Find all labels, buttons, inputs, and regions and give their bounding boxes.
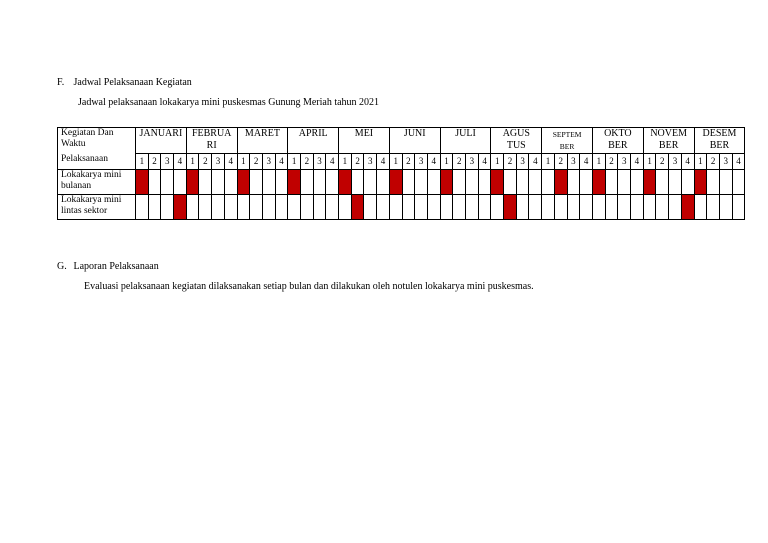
week-number-cell: 4: [275, 154, 288, 170]
week-number-cell: 3: [466, 154, 479, 170]
month-label-line-2: [441, 140, 491, 152]
section-f-heading: [57, 77, 192, 88]
week-cell: [719, 195, 732, 220]
week-number-cell: 3: [719, 154, 732, 170]
week-cell: [389, 195, 402, 220]
week-cell: [377, 195, 390, 220]
week-cell: [161, 195, 174, 220]
week-cell: [554, 195, 567, 220]
month-label-line-1: JULI: [455, 128, 476, 139]
week-cell: [339, 195, 352, 220]
week-number-cell: 1: [694, 154, 707, 170]
month-label-line-1: FEBRUA: [191, 128, 232, 139]
week-cell: [542, 195, 555, 220]
week-number-cell: 2: [707, 154, 720, 170]
week-cell: [364, 170, 377, 195]
week-cell: [605, 170, 618, 195]
activity-label-line-2: lintas sektor: [61, 206, 108, 216]
month-label-line-1: MEI: [354, 128, 374, 139]
week-number-cell: 3: [262, 154, 275, 170]
activity-row-bulanan: [58, 170, 745, 195]
week-number-cell: 2: [351, 154, 364, 170]
activity-label-line-2: bulanan: [61, 181, 92, 191]
scheduled-week-cell: [643, 170, 656, 195]
week-cell: [377, 170, 390, 195]
activity-header-line-1: Kegiatan Dan: [61, 128, 114, 138]
week-number-cell: 1: [288, 154, 301, 170]
activity-label-line-1: Lokakarya mini: [61, 170, 122, 180]
week-cell: [427, 195, 440, 220]
week-number-cell: 4: [529, 154, 542, 170]
scheduled-week-cell: [491, 170, 504, 195]
scheduled-week-cell: [186, 170, 199, 195]
scheduled-week-cell: [351, 195, 364, 220]
week-cell: [719, 170, 732, 195]
scheduled-week-cell: [288, 170, 301, 195]
week-cell: [681, 170, 694, 195]
week-cell: [491, 195, 504, 220]
scheduled-week-cell: [504, 195, 517, 220]
week-cell: [478, 170, 491, 195]
week-number-cell: 1: [643, 154, 656, 170]
scheduled-week-cell: [554, 170, 567, 195]
month-cell: [389, 128, 440, 154]
week-cell: [262, 195, 275, 220]
month-cell: [339, 128, 390, 154]
week-cell: [618, 195, 631, 220]
week-cell: [199, 195, 212, 220]
week-cell: [250, 195, 263, 220]
week-cell: [542, 170, 555, 195]
week-number-cell: 3: [618, 154, 631, 170]
activity-label-cell: [58, 170, 136, 195]
week-cell: [186, 195, 199, 220]
week-number-cell: 2: [453, 154, 466, 170]
scheduled-week-cell: [389, 170, 402, 195]
week-cell: [250, 170, 263, 195]
week-cell: [275, 195, 288, 220]
month-cell: [186, 128, 237, 154]
week-cell: [516, 195, 529, 220]
week-number-cell: 1: [440, 154, 453, 170]
month-label-line-1: DESEM: [702, 128, 737, 139]
week-cell: [237, 195, 250, 220]
month-label-line-2: TUS: [506, 140, 526, 151]
scheduled-week-cell: [237, 170, 250, 195]
week-number-cell: 2: [656, 154, 669, 170]
section-f-title: Jadwal Pelaksanaan Kegiatan: [73, 77, 192, 88]
week-cell: [605, 195, 618, 220]
week-cell: [453, 170, 466, 195]
week-cell: [580, 195, 593, 220]
week-cell: [478, 195, 491, 220]
section-g-heading: [57, 261, 159, 272]
section-f-intro: Jadwal pelaksanaan lokakarya mini puskesmas Gunung Meriah tahun 2021: [78, 97, 380, 108]
week-cell: [466, 170, 479, 195]
week-number-cell: 3: [516, 154, 529, 170]
week-cell: [567, 195, 580, 220]
scheduled-week-cell: [339, 170, 352, 195]
week-number-cell: 1: [136, 154, 149, 170]
week-cell: [592, 195, 605, 220]
month-label-line-2: [136, 140, 186, 152]
week-cell: [694, 195, 707, 220]
month-label-line-1: AGUS: [502, 128, 530, 139]
week-cell: [326, 170, 339, 195]
month-cell: [694, 128, 745, 154]
week-cell: [275, 170, 288, 195]
month-label-line-2: [339, 140, 389, 152]
week-cell: [453, 195, 466, 220]
month-cell: [542, 128, 593, 154]
week-cell: [415, 170, 428, 195]
week-number-cell: 2: [250, 154, 263, 170]
month-label-line-2: BER: [709, 140, 730, 151]
week-number-cell: 2: [402, 154, 415, 170]
week-cell: [402, 170, 415, 195]
scheduled-week-cell: [694, 170, 707, 195]
weeks-row: [58, 154, 745, 170]
month-cell: [136, 128, 187, 154]
week-cell: [643, 195, 656, 220]
section-g-title: Laporan Pelaksanaan: [73, 261, 159, 272]
week-cell: [669, 170, 682, 195]
week-cell: [631, 195, 644, 220]
week-number-cell: 2: [605, 154, 618, 170]
month-label-line-2: RI: [206, 140, 217, 151]
week-number-cell: 1: [339, 154, 352, 170]
week-number-cell: 3: [364, 154, 377, 170]
week-number-cell: 2: [148, 154, 161, 170]
activity-label-cell: [58, 195, 136, 220]
week-cell: [516, 170, 529, 195]
month-label-line-1: JUNI: [403, 128, 426, 139]
week-number-cell: 1: [237, 154, 250, 170]
week-cell: [288, 195, 301, 220]
month-label-line-2: BER: [559, 142, 575, 151]
week-number-cell: 1: [592, 154, 605, 170]
week-number-cell: 4: [174, 154, 187, 170]
week-cell: [415, 195, 428, 220]
week-number-cell: 1: [186, 154, 199, 170]
activity-label-line-1: Lokakarya mini: [61, 195, 122, 205]
section-f-letter: F.: [57, 77, 65, 88]
week-number-cell: 2: [199, 154, 212, 170]
week-cell: [567, 170, 580, 195]
week-number-cell: 2: [554, 154, 567, 170]
week-cell: [427, 170, 440, 195]
week-cell: [136, 195, 149, 220]
week-number-cell: 3: [212, 154, 225, 170]
month-cell: [643, 128, 694, 154]
month-label-line-1: OKTO: [604, 128, 632, 139]
week-number-cell: 3: [669, 154, 682, 170]
schedule-table: [57, 127, 745, 220]
month-label-line-1: MARET: [244, 128, 280, 139]
week-cell: [148, 170, 161, 195]
section-g-text: Evaluasi pelaksanaan kegiatan dilaksanakan setiap bulan dan dilakukan oleh notulen lokakarya mini puskesmas.: [84, 281, 534, 292]
week-number-cell: 4: [224, 154, 237, 170]
month-cell: [440, 128, 491, 154]
week-cell: [326, 195, 339, 220]
scheduled-week-cell: [592, 170, 605, 195]
month-cell: [237, 128, 288, 154]
month-cell: [288, 128, 339, 154]
activity-row-lintas-sektor: [58, 195, 745, 220]
week-number-cell: 2: [300, 154, 313, 170]
week-number-cell: 1: [542, 154, 555, 170]
week-cell: [224, 195, 237, 220]
activity-header-cell: [58, 128, 136, 170]
week-number-cell: 1: [389, 154, 402, 170]
week-cell: [656, 195, 669, 220]
week-cell: [618, 170, 631, 195]
week-cell: [212, 195, 225, 220]
month-label-line-1: NOVEM: [650, 128, 687, 139]
activity-header-line-2: Waktu: [61, 139, 86, 149]
months-row: [58, 128, 745, 154]
activity-header-line-3: Pelaksanaan: [61, 154, 108, 164]
week-cell: [440, 195, 453, 220]
month-label-line-1: SEPTEM: [552, 130, 582, 139]
week-number-cell: 3: [567, 154, 580, 170]
week-cell: [148, 195, 161, 220]
week-cell: [631, 170, 644, 195]
week-cell: [199, 170, 212, 195]
month-label-line-2: [288, 140, 338, 152]
week-cell: [212, 170, 225, 195]
month-label-line-2: [238, 140, 288, 152]
week-number-cell: 4: [631, 154, 644, 170]
week-number-cell: 4: [478, 154, 491, 170]
week-number-cell: 1: [491, 154, 504, 170]
week-cell: [504, 170, 517, 195]
scheduled-week-cell: [174, 195, 187, 220]
week-cell: [313, 170, 326, 195]
week-cell: [224, 170, 237, 195]
week-cell: [669, 195, 682, 220]
week-cell: [364, 195, 377, 220]
week-cell: [707, 195, 720, 220]
week-number-cell: 3: [415, 154, 428, 170]
scheduled-week-cell: [440, 170, 453, 195]
week-number-cell: 3: [161, 154, 174, 170]
month-label-line-1: JANUARI: [139, 128, 183, 139]
week-cell: [300, 170, 313, 195]
week-number-cell: 4: [326, 154, 339, 170]
week-cell: [707, 170, 720, 195]
week-cell: [580, 170, 593, 195]
month-cell: [491, 128, 542, 154]
month-label-line-2: [390, 140, 440, 152]
week-cell: [529, 170, 542, 195]
scheduled-week-cell: [681, 195, 694, 220]
week-cell: [262, 170, 275, 195]
week-number-cell: 4: [681, 154, 694, 170]
week-cell: [529, 195, 542, 220]
week-cell: [161, 170, 174, 195]
week-number-cell: 4: [377, 154, 390, 170]
week-cell: [351, 170, 364, 195]
week-cell: [466, 195, 479, 220]
scheduled-week-cell: [136, 170, 149, 195]
week-cell: [313, 195, 326, 220]
week-cell: [732, 170, 745, 195]
week-cell: [174, 170, 187, 195]
week-number-cell: 4: [580, 154, 593, 170]
month-label-line-1: APRIL: [298, 128, 328, 139]
section-g-letter: G.: [57, 261, 67, 272]
week-cell: [656, 170, 669, 195]
week-number-cell: 4: [427, 154, 440, 170]
week-cell: [732, 195, 745, 220]
week-number-cell: 4: [732, 154, 745, 170]
month-label-line-2: BER: [658, 140, 679, 151]
month-label-line-2: BER: [608, 140, 628, 151]
week-number-cell: 3: [313, 154, 326, 170]
week-number-cell: 2: [504, 154, 517, 170]
week-cell: [402, 195, 415, 220]
month-cell: [592, 128, 643, 154]
week-cell: [300, 195, 313, 220]
